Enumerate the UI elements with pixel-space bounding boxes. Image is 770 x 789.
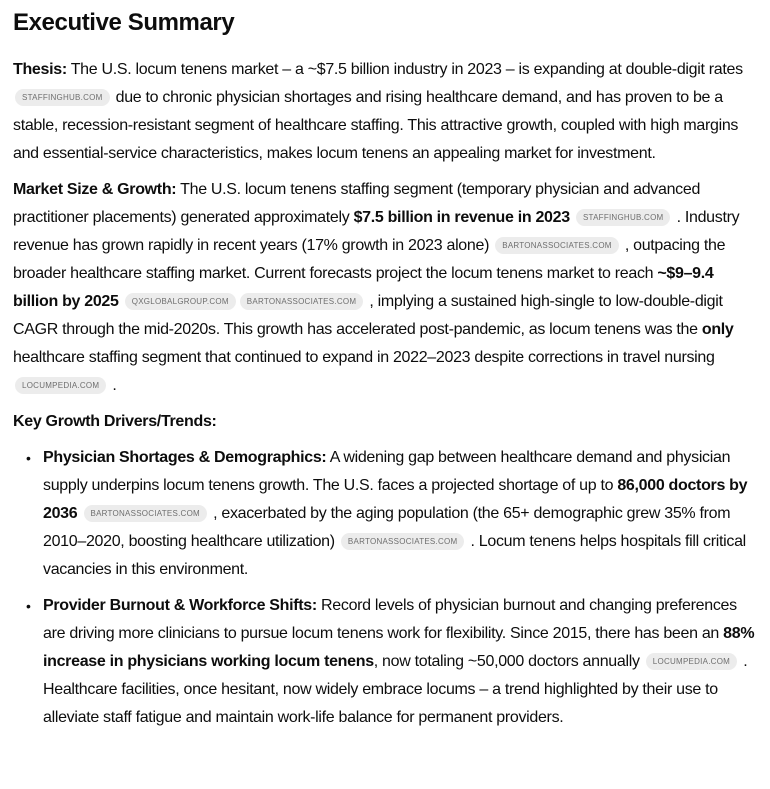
list-item-provider-burnout <box>26 592 756 732</box>
bold-text: Provider Burnout & Workforce Shifts: <box>43 597 317 614</box>
body-text <box>77 505 81 522</box>
body-text: The U.S. locum tenens staffing segment (temporary physician and advanced practitioner placements) generated approximately <box>13 181 701 226</box>
bold-text: only <box>701 321 734 338</box>
citation-source-pill[interactable]: BARTONASSOCIATES.COM <box>341 533 464 550</box>
body-text: , implying a sustained high-single to low-double-digit CAGR through the mid-2020s. This growth has accelerated post-pandemic, as locum tenens was the <box>13 293 723 338</box>
citation-source-pill[interactable]: BARTONASSOCIATES.COM <box>84 505 207 522</box>
bold-text: 88% increase in physicians working locum tenens <box>43 625 755 670</box>
body-text: . Industry revenue has grown rapidly in recent years (17% growth in 2023 alone) <box>13 209 740 254</box>
bold-text: Thesis: <box>13 61 67 78</box>
bold-text: 86,000 doctors by 2036 <box>43 477 748 522</box>
list-item-content <box>43 449 747 578</box>
paragraph-market-size-growth <box>13 176 756 400</box>
citation-source-pill[interactable]: STAFFINGHUB.COM <box>15 89 110 106</box>
body-text: . Locum tenens helps hospitals fill critical vacancies in this environment. <box>43 533 746 578</box>
body-text: A widening gap between healthcare demand and physician supply underpins locum tenens growth. The U.S. faces a projected shortage of up to <box>43 449 731 494</box>
page-title: Executive Summary <box>13 9 235 36</box>
body-text: , outpacing the broader healthcare staffing market. Current forecasts project the locum tenens market to reach <box>13 237 726 282</box>
list-item-content <box>43 597 754 726</box>
paragraph-thesis <box>13 56 756 168</box>
body-text: . Healthcare facilities, once hesitant, now widely embrace locums – a trend highlighted by their use to alleviate staff fatigue and maintain work-life balance for permanent providers. <box>43 653 748 726</box>
citation-source-pill[interactable]: LOCUMPEDIA.COM <box>15 377 106 394</box>
key-growth-drivers-list <box>13 444 756 732</box>
citation-source-pill[interactable]: BARTONASSOCIATES.COM <box>240 293 363 310</box>
paragraph-key-growth-drivers-heading <box>13 408 756 436</box>
body-text: healthcare staffing segment that continued to expand in 2022–2023 despite corrections in travel nursing <box>13 349 715 366</box>
body-text: , exacerbated by the aging population (the 65+ demographic grew 35% from 2010–2020, boosting healthcare utilization) <box>43 505 731 550</box>
body-text: The U.S. locum tenens market – a ~$7.5 billion industry in 2023 – is expanding at double-digit rates <box>66 61 743 78</box>
citation-source-pill[interactable]: LOCUMPEDIA.COM <box>646 653 737 670</box>
bold-text: ~$9–9.4 billion by 2025 <box>13 265 714 310</box>
citation-source-pill[interactable]: BARTONASSOCIATES.COM <box>495 237 618 254</box>
bullet-icon: • <box>26 450 31 466</box>
citation-source-pill[interactable]: QXGLOBALGROUP.COM <box>125 293 236 310</box>
body-text <box>119 293 123 310</box>
bold-text: Market Size & Growth: <box>13 181 177 198</box>
list-item-physician-shortages <box>26 444 756 584</box>
bullet-icon: • <box>26 598 31 614</box>
body-text: due to chronic physician shortages and rising healthcare demand, and has proven to be a stable, recession-resistant segment of healthcare staffing. This attractive growth, coupled with high margins and essential-service characteristics, makes locum tenens an appealing market for investment. <box>13 89 739 162</box>
body-text: Record levels of physician burnout and changing preferences are driving more clinicians to pursue locum tenens work for flexibility. Since 2015, there has been an <box>43 597 737 642</box>
body-text: . <box>108 377 117 394</box>
citation-source-pill[interactable]: STAFFINGHUB.COM <box>576 209 671 226</box>
body-text: , now totaling ~50,000 doctors annually <box>373 653 644 670</box>
bold-text: $7.5 billion in revenue in 2023 <box>353 209 570 226</box>
body-text <box>570 209 574 226</box>
bold-text: Physician Shortages & Demographics: <box>43 449 327 466</box>
bold-text: Key Growth Drivers/Trends: <box>13 413 217 430</box>
